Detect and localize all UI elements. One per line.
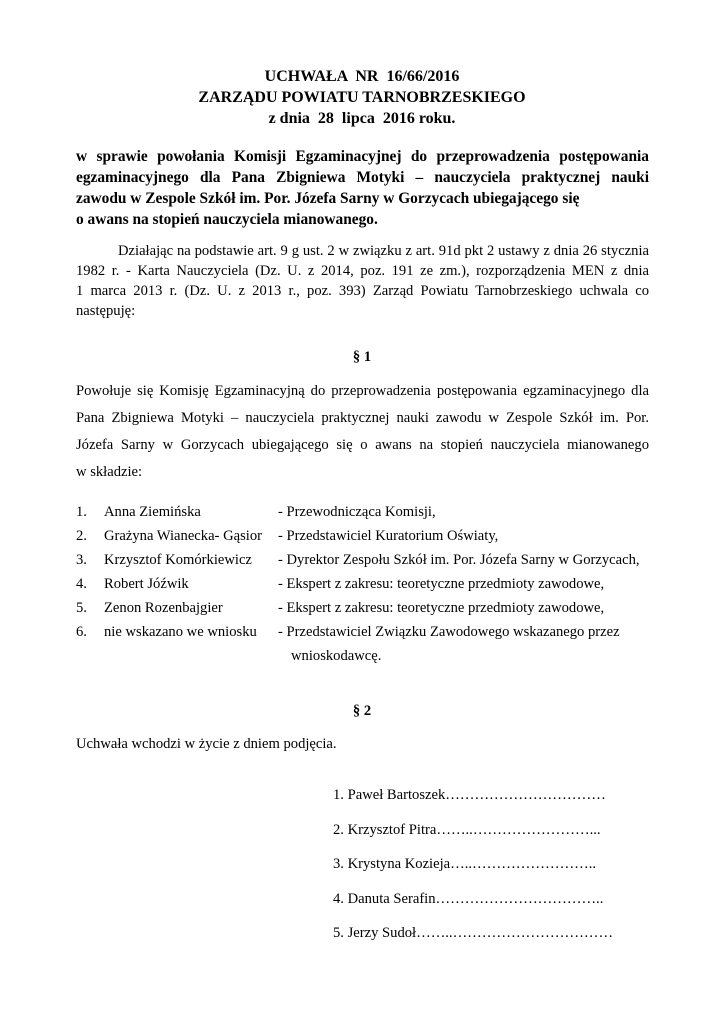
member-number: 5. [76, 600, 87, 616]
member-name: Grażyna Wianecka- Gąsior [104, 528, 262, 544]
legal-basis [76, 241, 649, 321]
signature-line: 5. Jerzy Sudoł……..…………………………… [333, 925, 614, 941]
list-item [76, 528, 676, 552]
list-item [76, 600, 676, 624]
basis-line: 1 marca 2013 r. (Dz. U. z 2013 r., poz. 393) Zarząd Powiatu Tarnobrzeskiego uchwala co [76, 283, 649, 299]
paragraph-line: Józefa Sarny w Gorzycach ubiegającego się o awans na stopień nauczyciela mianowanego [76, 437, 649, 453]
paragraph-line: w składzie: [76, 464, 143, 480]
basis-line: 1982 r. - Karta Nauczyciela (Dz. U. z 2014, poz. 191 ze zm.), rozporządzenia MEN z dnia [76, 263, 649, 279]
member-name: Krzysztof Komórkiewicz [104, 552, 252, 568]
committee-members-list [76, 504, 676, 664]
member-role: - Przedstawiciel Kuratorium Oświaty, [278, 528, 499, 544]
member-role: - Dyrektor Zespołu Szkół im. Por. Józefa Sarny w Gorzycach, [278, 552, 640, 568]
paragraph-line: Pana Zbigniewa Motyki – nauczyciela praktycznej nauki zawodu w Zespole Szkół im. Por. [76, 410, 649, 426]
member-name: nie wskazano we wniosku [104, 624, 257, 640]
section-1-heading: § 1 [352, 349, 372, 365]
member-role-continuation: wnioskodawcę. [291, 648, 382, 664]
signature-line: 3. Krystyna Kozieja…..…………………….. [333, 856, 597, 872]
basis-line: Działając na podstawie art. 9 g ust. 2 w związku z art. 91d pkt 2 ustawy z dnia 26 stycznia [118, 243, 649, 259]
member-name: Robert Jóźwik [104, 576, 189, 592]
section-2-heading: § 2 [352, 703, 372, 719]
signature-line: 1. Paweł Bartoszek…………………………… [333, 787, 606, 803]
member-role: - Ekspert z zakresu: teoretyczne przedmioty zawodowe, [278, 600, 605, 616]
resolution-header [0, 66, 724, 129]
subject-line: w sprawie powołania Komisji Egzaminacyjnej do przeprowadzenia postępowania [76, 148, 649, 165]
signature-line: 2. Krzysztof Pitra……..……………………... [333, 821, 601, 838]
member-number: 2. [76, 528, 87, 544]
issuing-body: ZARZĄDU POWIATU TARNOBRZESKIEGO [198, 89, 526, 106]
member-role: - Ekspert z zakresu: teoretyczne przedmioty zawodowe, [278, 576, 605, 592]
subject-line: o awans na stopień nauczyciela mianowanego. [76, 211, 378, 228]
paragraph-line: Powołuje się Komisję Egzaminacyjną do przeprowadzenia postępowania egzaminacyjnego dla [76, 383, 649, 399]
member-number: 4. [76, 576, 87, 592]
member-number: 3. [76, 552, 87, 568]
section-2-paragraph: Uchwała wchodzi w życie z dniem podjęcia. [76, 736, 337, 752]
signatures-list [333, 787, 613, 960]
subject-line: egzaminacyjnego dla Pana Zbigniewa Motyki – nauczyciela praktycznej nauki [76, 169, 649, 186]
section-1-paragraph [76, 378, 649, 486]
resolution-subject [76, 146, 649, 230]
list-item [76, 504, 676, 528]
member-number: 6. [76, 624, 87, 640]
list-item [76, 624, 676, 664]
member-role: - Przewodnicząca Komisji, [278, 504, 436, 520]
resolution-number: UCHWAŁA NR 16/66/2016 [264, 68, 460, 85]
resolution-date: z dnia 28 lipca 2016 roku. [268, 110, 456, 127]
member-number: 1. [76, 504, 87, 520]
member-name: Zenon Rozenbajgier [104, 600, 223, 616]
list-item [76, 576, 676, 600]
subject-line: zawodu w Zespole Szkół im. Por. Józefa Sarny w Gorzycach ubiegającego się [76, 190, 580, 207]
member-role: - Przedstawiciel Związku Zawodowego wskazanego przez [278, 624, 620, 640]
signature-line: 4. Danuta Serafin…………………………….. [333, 890, 604, 907]
list-item [76, 552, 676, 576]
member-name: Anna Ziemińska [104, 504, 201, 520]
basis-line: następuję: [76, 303, 136, 319]
